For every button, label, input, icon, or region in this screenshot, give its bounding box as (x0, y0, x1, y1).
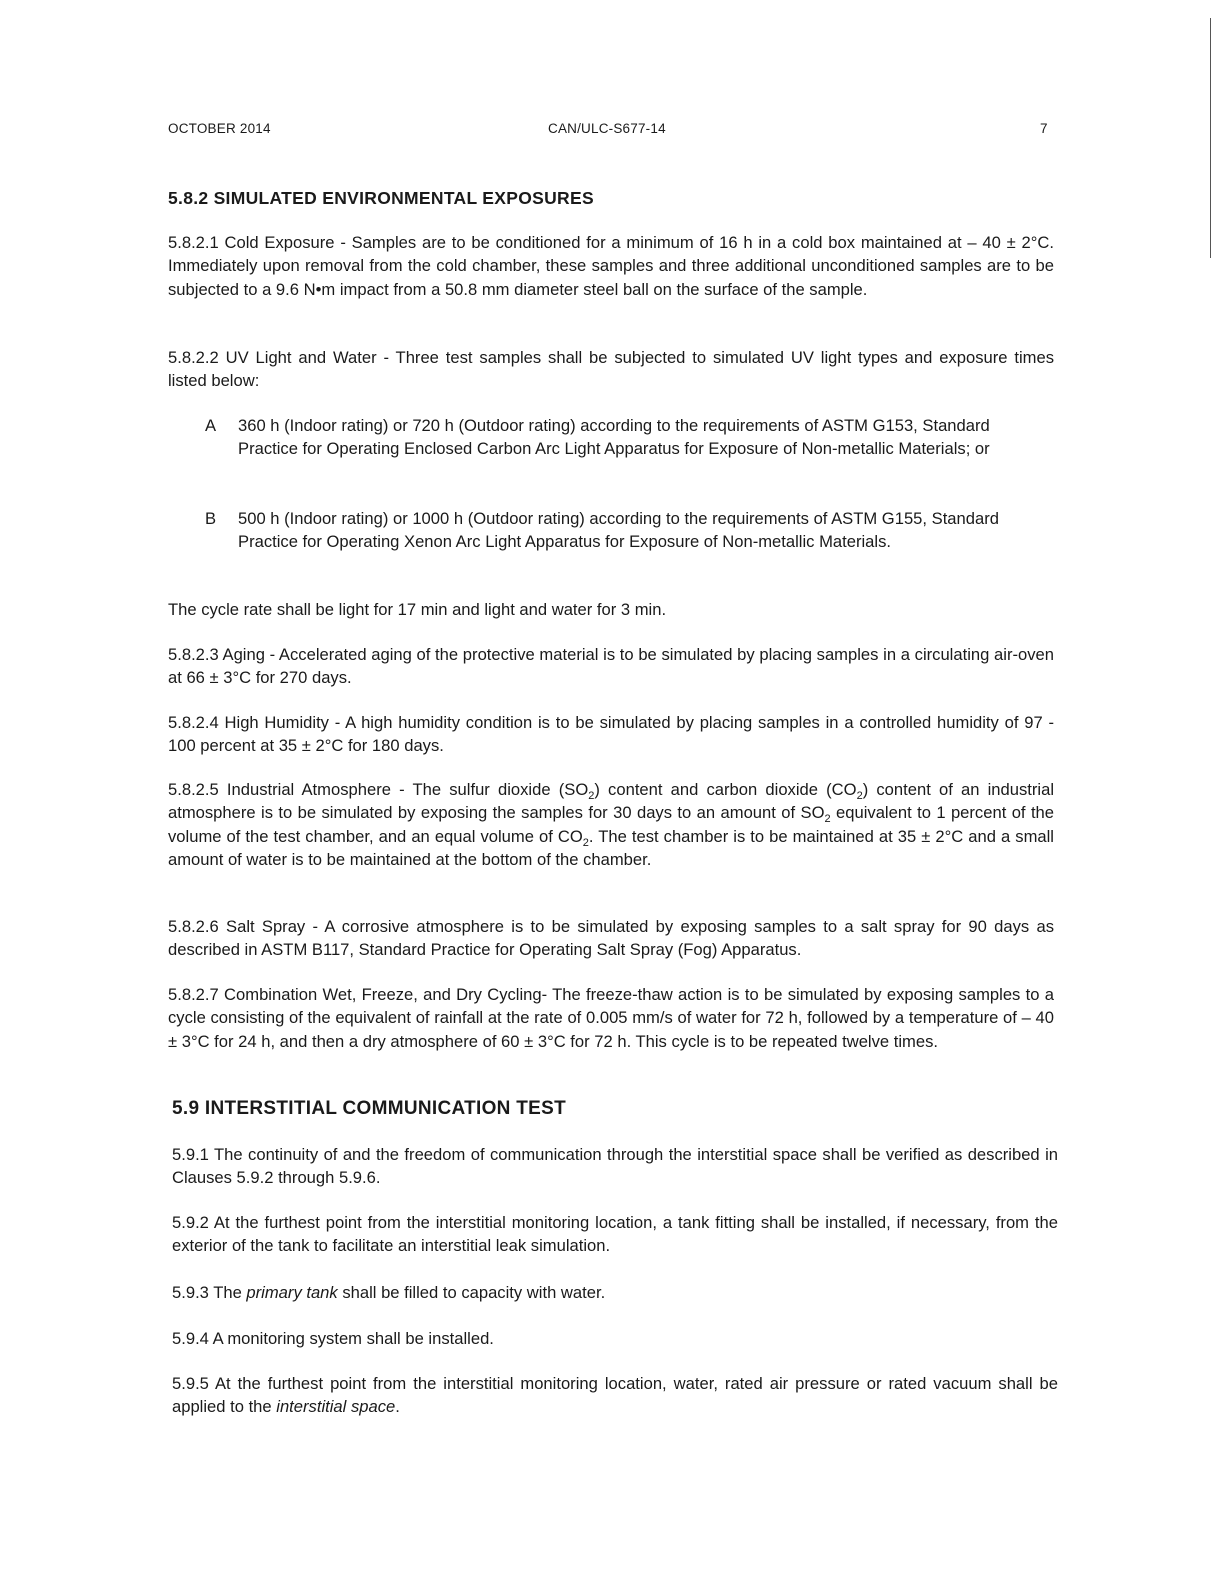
italic-term: primary tank (246, 1283, 338, 1302)
paragraph-5-9-3 (172, 1281, 1058, 1304)
subscript: 2 (582, 836, 589, 849)
section-heading-5-9: 5.9 INTERSTITIAL COMMUNICATION TEST (172, 1098, 567, 1119)
paragraph-5-8-2-2: 5.8.2.2 UV Light and Water - Three test samples shall be subjected to simulated UV light types and exposure times listed below: (168, 348, 1054, 391)
text-run: . The test chamber is to be maintained at 35 ± 2°C and a small amount of water is to be maintained at the bottom of the chamber. (168, 826, 1054, 869)
paragraph-5-9-4: 5.9.4 A monitoring system shall be installed. (172, 1329, 494, 1348)
subscript: 2 (588, 790, 595, 802)
paragraph-5-8-2-7: 5.8.2.7 Combination Wet, Freeze, and Dry Cycling- The freeze-thaw action is to be simulated by exposing samples to a cycle consisting of the equivalent of rainfall at the rate of 0.005 mm/s of water for 72 h, followed by a temperature of – 40 ± 3°C for 24 h, and then a dry atmosphere of 60 ± 3°C for 72 h. This cycle is to be repeated twelve times. (168, 985, 1054, 1051)
list-letter: A (205, 416, 217, 435)
text-run: equivalent to 1 percent of the volume of the test chamber, and an equal volume of CO (168, 803, 1055, 846)
paragraph-5-8-2-1: 5.8.2.1 Cold Exposure - Samples are to be conditioned for a minimum of 16 h in a cold box maintained at – 40 ± 2°C. Immediately upon removal from the cold chamber, these samples and three additional unconditioned samples are to be subjected to a 9.6 N•m impact from a 50.8 mm diameter steel ball on the surface of the sample. (168, 233, 1054, 299)
header-page-number: 7 (1040, 121, 1048, 136)
subscript: 2 (856, 790, 863, 802)
subscript: 2 (824, 813, 831, 826)
text-run: 5.9.5 At the furthest point from the interstitial monitoring location, water, rated air pressure or rated vacuum shall be applied to the (172, 1374, 1058, 1417)
list-item-a (205, 414, 1045, 461)
italic-term: interstitial space (276, 1397, 396, 1417)
paragraph-cycle-rate: The cycle rate shall be light for 17 min and light and water for 3 min. (168, 600, 667, 619)
text-run: . (395, 1397, 400, 1417)
header-date: OCTOBER 2014 (168, 121, 271, 136)
text-run: ) content of an industrial atmosphere is to be simulated by exposing the samples for 30 days to an amount of SO (168, 780, 1055, 823)
paragraph-5-8-2-5 (168, 778, 1054, 871)
paragraph-5-9-1: 5.9.1 The continuity of and the freedom of communication through the interstitial space shall be verified as described in Clauses 5.9.2 through 5.9.6. (172, 1145, 1058, 1188)
list-text: 360 h (Indoor rating) or 720 h (Outdoor rating) according to the requirements of ASTM G153, Standard Practice for Operating Enclosed Carbon Arc Light Apparatus for Exposure of Non-metallic Materials; or (238, 416, 990, 459)
section-heading-5-8-2: 5.8.2 SIMULATED ENVIRONMENTAL EXPOSURES (168, 188, 594, 208)
paragraph-5-8-2-4: 5.8.2.4 High Humidity - A high humidity condition is to be simulated by placing samples in a controlled humidity of 97 - 100 percent at 35 ± 2°C for 180 days. (168, 713, 1054, 756)
text-run: ) content and carbon dioxide (CO (594, 780, 857, 799)
header-standard: CAN/ULC-S677-14 (548, 121, 666, 136)
paragraph-5-9-2: 5.9.2 At the furthest point from the interstitial monitoring location, a tank fitting shall be installed, if necessary, from the exterior of the tank to facilitate an interstitial leak simulation. (172, 1213, 1058, 1256)
scan-edge-line (1210, 18, 1211, 258)
text-run: shall be filled to capacity with water. (337, 1283, 606, 1302)
paragraph-5-8-2-6: 5.8.2.6 Salt Spray - A corrosive atmosphere is to be simulated by exposing samples to a salt spray for 90 days as described in ASTM B117, Standard Practice for Operating Salt Spray (Fog) Apparatus. (168, 917, 1054, 960)
list-item-b (205, 507, 1045, 554)
paragraph-5-9-5 (172, 1372, 1058, 1419)
paragraph-5-8-2-3: 5.8.2.3 Aging - Accelerated aging of the protective material is to be simulated by placing samples in a circulating air-oven at 66 ± 3°C for 270 days. (168, 645, 1054, 688)
list-text: 500 h (Indoor rating) or 1000 h (Outdoor rating) according to the requirements of ASTM G155, Standard Practice for Operating Xenon Arc Light Apparatus for Exposure of Non-metallic Materials. (238, 509, 999, 552)
text-run: 5.9.3 The (172, 1283, 247, 1302)
text-run: 5.8.2.5 Industrial Atmosphere - The sulfur dioxide (SO (168, 780, 589, 799)
list-letter: B (205, 509, 217, 528)
